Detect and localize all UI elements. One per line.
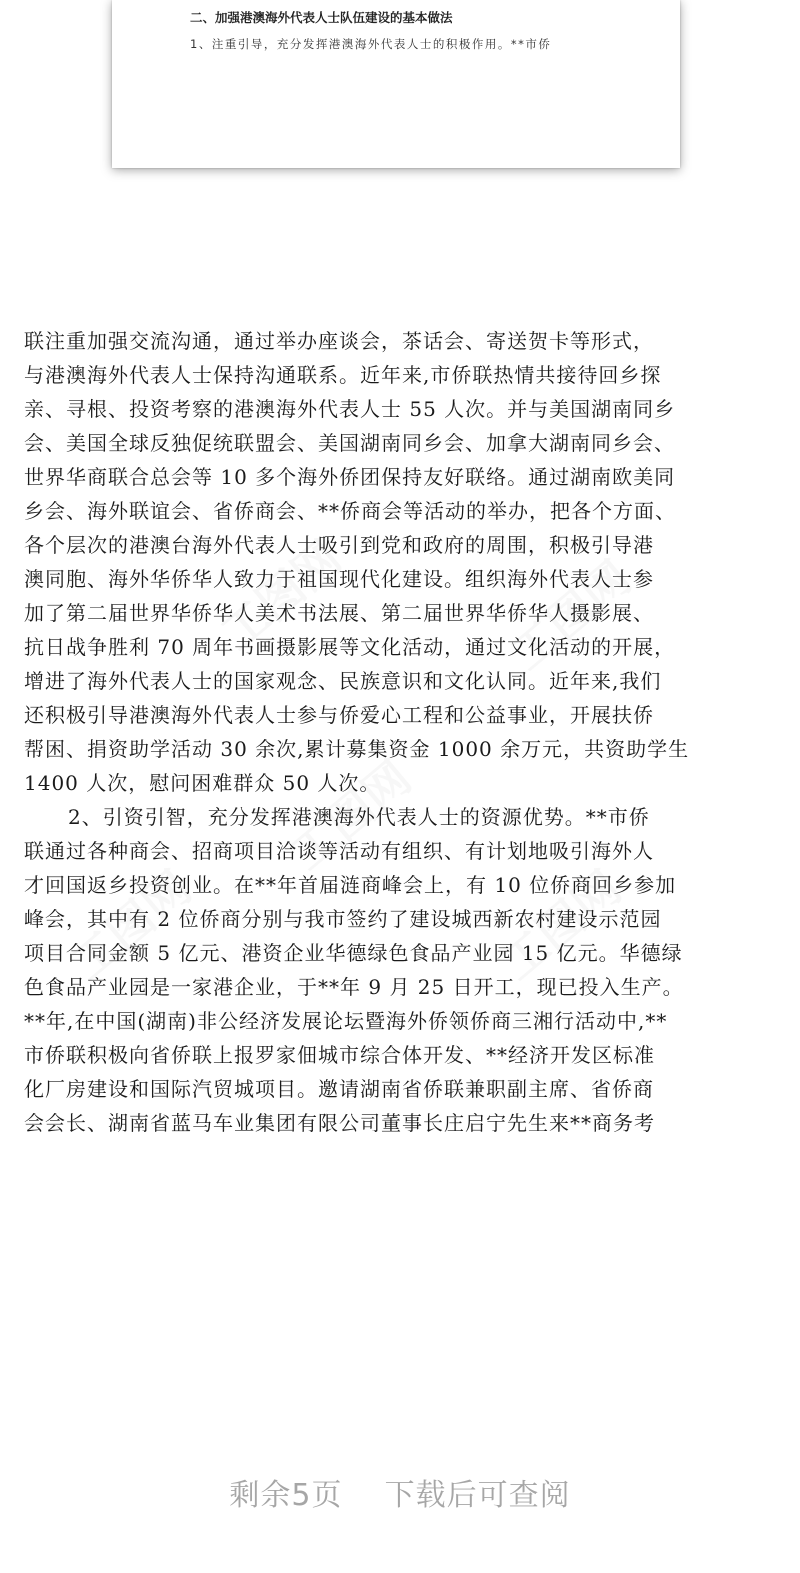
remaining-pages-count: 剩余5页 [229,1478,343,1513]
body-line: 色食品产业园是一家港企业，于**年 9 月 25 日开工，现已投入生产。 [24,975,684,999]
banner-separator [342,1478,384,1513]
section-heading: 二、加强港澳海外代表人士队伍建设的基本做法 [190,10,453,25]
body-line: 1400 人次，慰问困难群众 50 人次。 [24,771,381,795]
section-first-paragraph: 1、注重引导，充分发挥港澳海外代表人士的积极作用。**市侨 [190,37,552,51]
body-line: 项目合同金额 5 亿元、港资企业华德绿色食品产业园 15 亿元。华德绿 [24,941,683,965]
body-line: 各个层次的港澳台海外代表人士吸引到党和政府的周围，积极引导港 [24,533,654,557]
body-line: 帮困、捐资助学活动 30 余次,累计募集资金 1000 余万元，共资助学生 [24,737,690,761]
body-line: 市侨联积极向省侨联上报罗家佃城市综合体开发、**经济开发区标准 [24,1043,655,1067]
body-line: 与港澳海外代表人士保持沟通联系。近年来,市侨联热情共接待回乡探 [24,363,662,387]
body-line: 才回国返乡投资创业。在**年首届涟商峰会上，有 10 位侨商回乡参加 [24,873,677,897]
body-line: 世界华商联合总会等 10 多个海外侨团保持友好联络。通过湖南欧美同 [24,465,676,489]
body-line: 加了第二届世界华侨华人美术书法展、第二届世界华侨华人摄影展、 [24,601,654,625]
body-line: 亲、寻根、投资考察的港澳海外代表人士 55 人次。并与美国湖南同乡 [24,397,676,421]
body-line: 抗日战争胜利 70 周年书画摄影展等文化活动，通过文化活动的开展， [24,635,676,659]
body-line: 还积极引导港澳海外代表人士参与侨爱心工程和公益事业，开展扶侨 [24,703,654,727]
watermark: 工图网 [500,550,642,681]
download-hint: 下载后可查阅 [384,1478,571,1513]
remaining-pages-banner[interactable] [0,1470,800,1514]
watermark: 工图网 [490,860,632,991]
body-line: **年,在中国(湖南)非公经济发展论坛暨海外侨领侨商三湘行活动中,** [24,1009,668,1033]
watermark: 工图网 [280,750,422,881]
watermark: 工图网 [210,530,352,661]
body-line: 乡会、海外联谊会、省侨商会、**侨商会等活动的举办，把各个方面、 [24,499,676,523]
body-line: 会会长、湖南省蓝马车业集团有限公司董事长庄启宁先生来**商务考 [24,1111,655,1135]
body-line: 化厂房建设和国际汽贸城项目。邀请湖南省侨联兼职副主席、省侨商 [24,1077,654,1101]
body-line: 联通过各种商会、招商项目洽谈等活动有组织、有计划地吸引海外人 [24,839,654,863]
body-line: 联注重加强交流沟通，通过举办座谈会，茶话会、寄送贺卡等形式， [24,329,654,353]
document-body [24,324,784,1140]
body-line: 增进了海外代表人士的国家观念、民族意识和文化认同。近年来,我们 [24,669,662,693]
body-line: 峰会，其中有 2 位侨商分别与我市签约了建设城西新农村建设示范园 [24,907,662,931]
body-line: 澳同胞、海外华侨华人致力于祖国现代化建设。组织海外代表人士参 [24,567,654,591]
previous-page-preview [112,0,680,168]
body-line: 会、美国全球反独促统联盟会、美国湖南同乡会、加拿大湖南同乡会、 [24,431,675,455]
body-line: 2、引资引智，充分发挥港澳海外代表人士的资源优势。**市侨 [68,805,650,829]
watermark: 工图网 [60,860,202,991]
